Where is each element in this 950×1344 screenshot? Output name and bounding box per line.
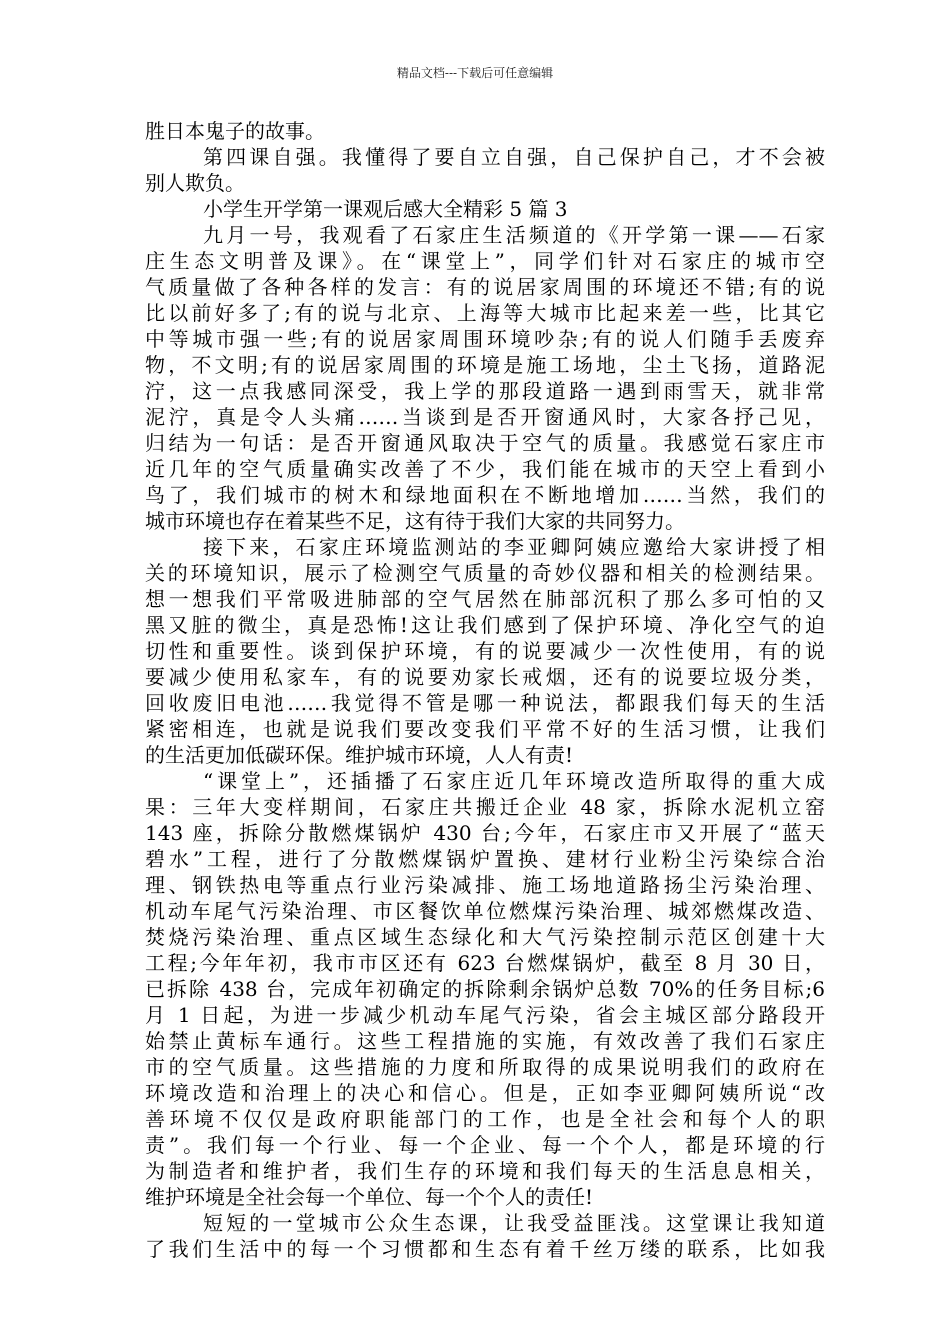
text-line: 胜日本鬼子的故事。 xyxy=(145,119,325,143)
text-line: 维护环境是全社会每一个单位、每一个个人的责任! xyxy=(145,1185,594,1209)
text-line: 的生活更加低碳环保。维护城市环境，人人有责! xyxy=(145,743,574,767)
text-line: 工程;今年年初，我市市区还有 623 台燃煤锅炉，截至 8 月 30 日， xyxy=(145,951,825,975)
text-line: 想一想我们平常吸进肺部的空气居然在肺部沉积了那么多可怕的又 xyxy=(145,587,825,611)
text-line: 归结为一句话：是否开窗通风取决于空气的质量。我感觉石家庄市 xyxy=(145,431,825,455)
text-line: 切性和重要性。谈到保护环境，有的说要减少一次性使用，有的说 xyxy=(145,639,825,663)
text-line: 气质量做了各种各样的发言：有的说居家周围的环境还不错;有的说 xyxy=(145,275,825,299)
text-line: 鸟了，我们城市的树木和绿地面积在不断地增加……当然，我们的 xyxy=(145,483,825,507)
text-line: 始禁止黄标车通行。这些工程措施的实施，有效改善了我们石家庄 xyxy=(145,1029,825,1053)
text-line: 黑又脏的微尘，真是恐怖!这让我们感到了保护环境、净化空气的迫 xyxy=(145,613,825,637)
text-line: 果：三年大变样期间，石家庄共搬迁企业 48 家，拆除水泥机立窑 xyxy=(145,795,825,819)
text-line: 紧密相连，也就是说我们要改变我们平常不好的生活习惯，让我们 xyxy=(145,717,825,741)
text-line: 别人欺负。 xyxy=(145,171,245,195)
text-line: 已拆除 438 台，完成年初确定的拆除剩余锅炉总数 70%的任务目标;6 xyxy=(145,977,825,1001)
text-line: 机动车尾气污染治理、市区餐饮单位燃煤污染治理、城郊燃煤改造、 xyxy=(145,899,825,923)
page-header: 精品文档---下载后可任意编辑 xyxy=(396,66,554,80)
text-line: 环境改造和治理上的决心和信心。但是，正如李亚卿阿姨所说“改 xyxy=(145,1081,825,1105)
text-line: 短短的一堂城市公众生态课，让我受益匪浅。这堂课让我知道 xyxy=(203,1211,825,1235)
text-line: 泥泞，真是令人头痛……当谈到是否开窗通风时，大家各抒己见， xyxy=(145,405,825,429)
text-line: 城市环境也存在着某些不足，这有待于我们大家的共同努力。 xyxy=(145,509,685,533)
text-line: 物，不文明;有的说居家周围的环境是施工场地，尘土飞扬，道路泥 xyxy=(145,353,825,377)
text-line: 责”。我们每一个行业、每一个企业、每一个个人，都是环境的行 xyxy=(145,1133,825,1157)
text-line: 庄生态文明普及课》。在“课堂上”，同学们针对石家庄的城市空 xyxy=(145,249,825,273)
text-line: 市的空气质量。这些措施的力度和所取得的成果说明我们的政府在 xyxy=(145,1055,825,1079)
text-line: 焚烧污染治理、重点区域生态绿化和大气污染控制示范区创建十大 xyxy=(145,925,825,949)
text-line: 中等城市强一些;有的说居家周围环境吵杂;有的说人们随手丢废弃 xyxy=(145,327,825,351)
text-line: 善环境不仅仅是政府职能部门的工作，也是全社会和每个人的职 xyxy=(145,1107,825,1131)
text-line: 第四课自强。我懂得了要自立自强，自己保护自己，才不会被 xyxy=(203,145,825,169)
text-line: 小学生开学第一课观后感大全精彩 5 篇 3 xyxy=(203,197,568,221)
text-line: 关的环境知识，展示了检测空气质量的奇妙仪器和相关的检测结果。 xyxy=(145,561,825,585)
text-line: 了我们生活中的每一个习惯都和生态有着千丝万缕的联系，比如我 xyxy=(145,1237,825,1261)
text-line: 接下来，石家庄环境监测站的李亚卿阿姨应邀给大家讲授了相 xyxy=(203,535,825,559)
text-line: 理、钢铁热电等重点行业污染减排、施工场地道路扬尘污染治理、 xyxy=(145,873,825,897)
text-line: 泞，这一点我感同深受，我上学的那段道路一遇到雨雪天，就非常 xyxy=(145,379,825,403)
text-line: 143 座，拆除分散燃煤锅炉 430 台;今年，石家庄市又开展了“蓝天 xyxy=(145,821,825,845)
text-line: “课堂上”，还插播了石家庄近几年环境改造所取得的重大成 xyxy=(203,769,825,793)
text-line: 月 1 日起，为进一步减少机动车尾气污染，省会主城区部分路段开 xyxy=(145,1003,825,1027)
text-line: 碧水”工程，进行了分散燃煤锅炉置换、建材行业粉尘污染综合治 xyxy=(145,847,825,871)
text-line: 回收废旧电池……我觉得不管是哪一种说法，都跟我们每天的生活 xyxy=(145,691,825,715)
text-line: 比以前好多了;有的说与北京、上海等大城市比起来差一些，比其它 xyxy=(145,301,825,325)
text-line: 九月一号，我观看了石家庄生活频道的《开学第一课——石家 xyxy=(203,223,825,247)
text-line: 为制造者和维护者，我们生存的环境和我们每天的生活息息相关， xyxy=(145,1159,825,1183)
document-body xyxy=(145,118,825,1262)
text-line: 近几年的空气质量确实改善了不少，我们能在城市的天空上看到小 xyxy=(145,457,825,481)
text-line: 要减少使用私家车，有的说要劝家长戒烟，还有的说要垃圾分类， xyxy=(145,665,825,689)
